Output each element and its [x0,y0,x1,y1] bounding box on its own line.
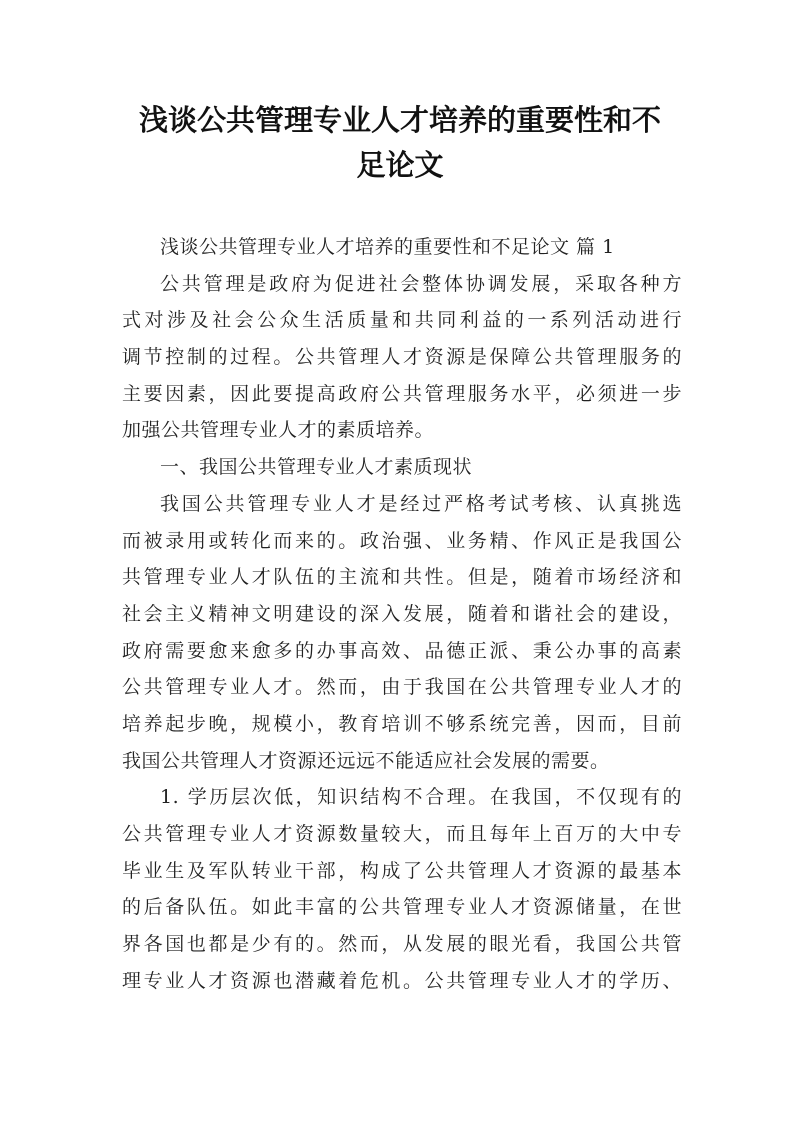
paragraph-subtitle: 浅谈公共管理专业人才培养的重要性和不足论文 篇 1 [160,236,615,258]
document-title [100,98,700,188]
paragraph-line: 调节控制的过程。公共管理人才资源是保障公共管理服务的 [122,346,682,369]
title-line: 浅谈公共管理专业人才培养的重要性和不 [138,103,661,137]
paragraph-line: 公共管理专业人才。然而，由于我国在公共管理专业人才的 [122,676,682,699]
paragraph-line: 加强公共管理专业人才的素质培养。 [122,419,435,442]
paragraph-line: 界各国也都是少有的。然而，从发展的眼光看，我国公共管 [122,933,682,956]
paragraph-line: 公共管理专业人才资源数量较大，而且每年上百万的大中专 [122,823,682,845]
paragraph-line: 共管理专业人才队伍的主流和共性。但是，随着市场经济和 [122,566,682,589]
paragraph-line: 而被录用或转化而来的。政治强、业务精、作风正是我国公 [122,529,682,552]
paragraph-line: 1. 学历层次低，知识结构不合理。在我国，不仅现有的 [160,786,682,809]
paragraph-line: 我国公共管理专业人才是经过严格考试考核、认真挑选 [160,492,682,515]
document-body [122,229,682,999]
paragraph-line: 公共管理是政府为促进社会整体协调发展，采取各种方 [160,272,682,295]
paragraph-line: 政府需要愈来愈多的办事高效、品德正派、秉公办事的高素 [122,639,682,662]
paragraph-line: 主要因素，因此要提高政府公共管理服务水平，必须进一步 [122,382,682,405]
paragraph-line: 我国公共管理人才资源还远远不能适应社会发展的需要。 [122,749,610,772]
paragraph-line: 式对涉及社会公众生活质量和共同利益的一系列活动进行 [122,309,682,332]
paragraph-line: 毕业生及军队转业干部，构成了公共管理人才资源的最基本 [122,859,682,882]
paragraph-line: 理专业人才资源也潜藏着危机。公共管理专业人才的学历、 [122,969,682,992]
title-line: 足论文 [356,148,444,182]
section-heading: 一、我国公共管理专业人才素质现状 [160,456,473,479]
paragraph-line: 社会主义精神文明建设的深入发展，随着和谐社会的建设， [122,602,682,625]
paragraph-line: 的后备队伍。如此丰富的公共管理专业人才资源储量，在世 [122,896,682,919]
paragraph-line: 培养起步晚，规模小，教育培训不够系统完善，因而，目前 [122,712,682,735]
